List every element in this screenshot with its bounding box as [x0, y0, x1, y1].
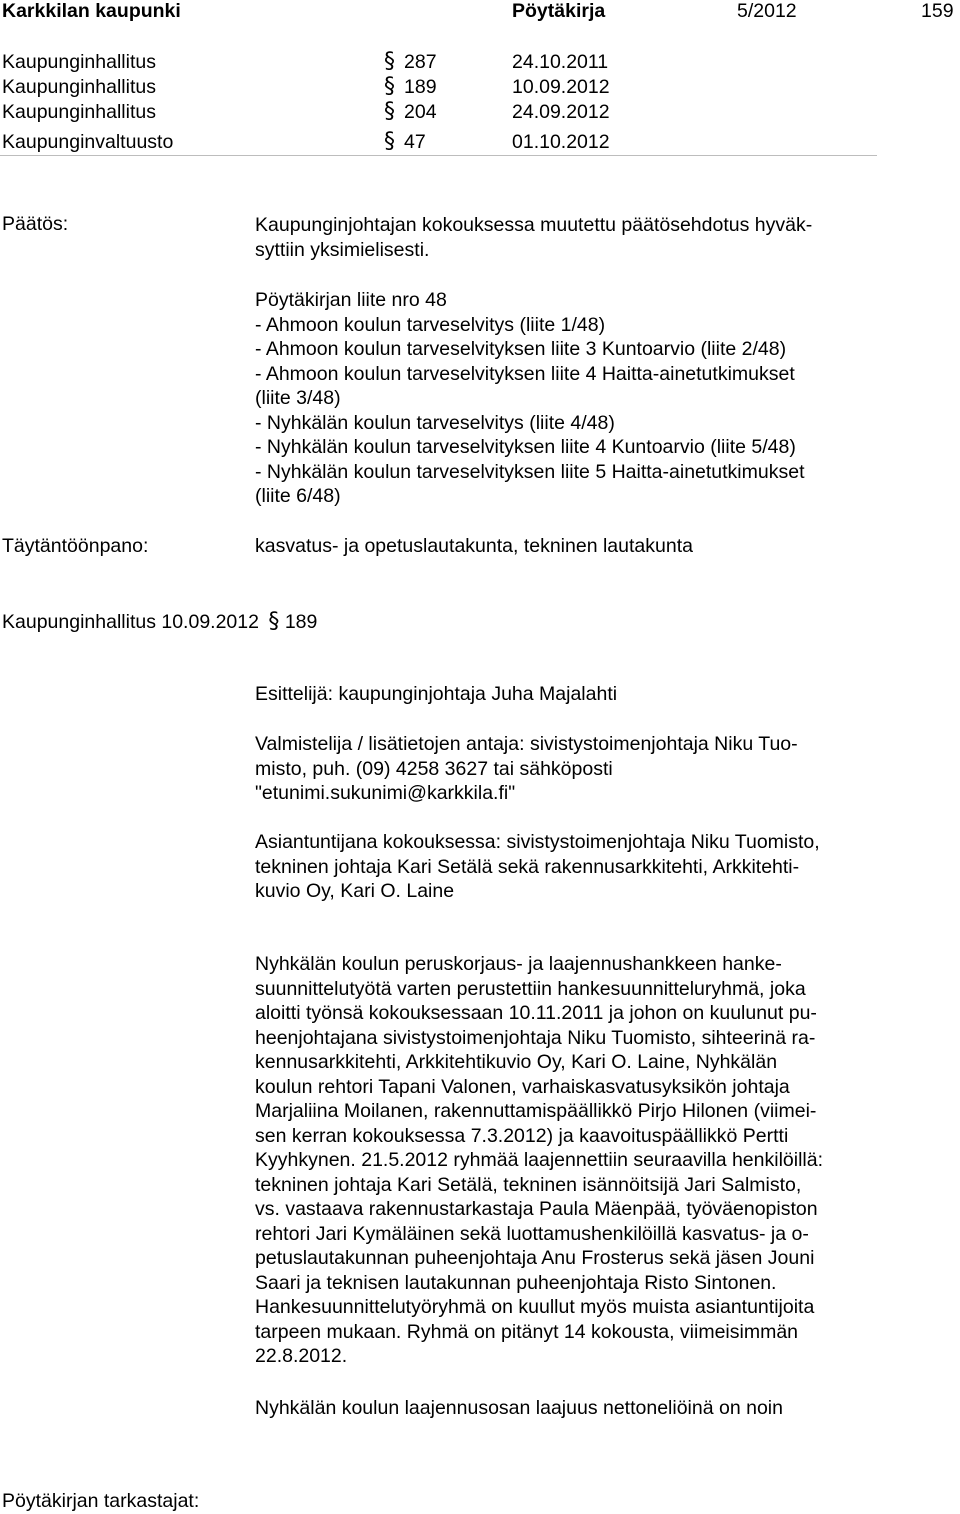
preparer: [255, 732, 895, 806]
text-line: "etunimi.sukunimi@karkkila.fi": [255, 782, 516, 804]
text-line: Asiantuntijana kokouksessa: sivistystoimenjohtaja Niku Tuomisto,: [255, 831, 820, 853]
text-line: Valmistelija / lisätietojen antaja: sivistystoimenjohtaja Niku Tuo-: [255, 733, 798, 755]
section-sign: §: [384, 129, 395, 154]
text-line: Marjaliina Moilanen, rakennuttamispäällikkö Pirjo Hilonen (viimei-: [255, 1100, 817, 1122]
text-line: rehtori Jari Kymäläinen sekä luottamushenkilöillä kasvatus- ja o-: [255, 1222, 809, 1245]
presenter: Esittelijä: kaupunginjohtaja Juha Majalahti: [255, 683, 618, 705]
history-date: 24.09.2012: [512, 101, 610, 123]
history-number: 189: [404, 76, 437, 98]
history-body: Kaupunginhallitus: [2, 76, 156, 98]
decision-text: [255, 213, 895, 262]
history-date: 01.10.2012: [512, 131, 610, 153]
text-line: sen kerran kokouksessa 7.3.2012) ja kaavoituspäällikkö Pertti: [255, 1124, 789, 1147]
text-line: suunnittelutyötä varten perustettiin hankesuunnitteluryhmä, joka: [255, 977, 806, 1000]
text-line: vs. vastaava rakennustarkastaja Paula Mäenpää, työväenopiston: [255, 1198, 818, 1220]
text-line: kennusarkkitehti, Arkkitehtikuvio Oy, Kari O. Laine, Nyhkälän: [255, 1051, 778, 1073]
header-org: Karkkilan kaupunki: [2, 0, 181, 22]
history-number: 204: [404, 101, 437, 123]
text-line: kuvio Oy, Kari O. Laine: [255, 880, 455, 902]
decision-label: Päätös:: [2, 213, 69, 235]
text-line: Nyhkälän koulun peruskorjaus- ja laajennushankkeen hanke-: [255, 953, 782, 975]
attachment-line: - Nyhkälän koulun tarveselvitys (liite 4/48): [255, 411, 615, 434]
body-paragraph: [255, 952, 895, 1369]
history-body: Kaupunginhallitus: [2, 101, 156, 123]
section-heading: [2, 609, 317, 634]
history-date: 24.10.2011: [512, 51, 609, 73]
last-paragraph: Nyhkälän koulun laajennusosan laajuus nettoneliöinä on noin: [255, 1397, 783, 1419]
section-heading-text: Kaupunginhallitus 10.09.2012: [2, 611, 259, 633]
text-line: petuslautakunnan puheenjohtaja Anu Frosterus sekä jäsen Jouni: [255, 1247, 815, 1269]
section-sign: §: [384, 74, 395, 99]
text-line: heenjohtajana sivistystoimenjohtaja Niku Tuomisto, sihteerinä ra-: [255, 1026, 816, 1049]
text-line: Kaupunginjohtajan kokouksessa muutettu päätösehdotus hyväk-: [255, 214, 813, 236]
history-body: Kaupunginhallitus: [2, 51, 156, 73]
text-line: tarpeen mukaan. Ryhmä on pitänyt 14 kokousta, viimeisimmän: [255, 1320, 799, 1343]
history-number: 47: [404, 131, 426, 153]
history-date: 10.09.2012: [512, 76, 610, 98]
history-number: 287: [404, 51, 437, 73]
experts: [255, 830, 895, 904]
text-line: Kyyhkynen. 21.5.2012 ryhmää laajennettiin seuraavilla henkilöillä:: [255, 1149, 824, 1171]
attachment-line: - Ahmoon koulun tarveselvityksen liite 3 Kuntoarvio (liite 2/48): [255, 338, 787, 360]
implementation-label: Täytäntöönpano:: [2, 535, 149, 557]
implementation-text: kasvatus- ja opetuslautakunta, tekninen lautakunta: [255, 535, 693, 557]
text-line: koulun rehtori Tapani Valonen, varhaiskasvatusyksikön johtaja: [255, 1075, 790, 1098]
text-line: Saari ja teknisen lautakunnan puheenjohtaja Risto Sintonen.: [255, 1271, 777, 1294]
attachment-line: - Nyhkälän koulun tarveselvityksen liite 4 Kuntoarvio (liite 5/48): [255, 436, 796, 458]
header-issue: 5/2012: [737, 0, 797, 22]
section-sign: §: [268, 609, 280, 634]
attachment-line: Pöytäkirjan liite nro 48: [255, 289, 447, 311]
attachment-line: (liite 6/48): [255, 485, 341, 507]
attachment-line: (liite 3/48): [255, 387, 341, 409]
footer-label: Pöytäkirjan tarkastajat:: [2, 1490, 200, 1512]
attachment-line: - Nyhkälän koulun tarveselvityksen liite 5 Haitta-ainetutkimukset: [255, 460, 805, 483]
history-body: Kaupunginvaltuusto: [2, 131, 174, 153]
text-line: aloitti työnsä kokouksessaan 10.11.2011 ja johon on kuulunut pu-: [255, 1002, 817, 1024]
attachments-list: [255, 288, 895, 509]
section-heading-number: 189: [284, 611, 318, 633]
text-line: Hankesuunnittelutyöryhmä on kuullut myös muista asiantuntijoita: [255, 1296, 815, 1318]
divider: [0, 155, 877, 156]
attachment-line: - Ahmoon koulun tarveselvitys (liite 1/48): [255, 313, 606, 336]
text-line: tekninen johtaja Kari Setälä sekä rakennusarkkitehti, Arkkitehti-: [255, 855, 800, 878]
text-line: tekninen johtaja Kari Setälä, tekninen isännöitsijä Jari Salmisto,: [255, 1173, 802, 1196]
text-line: syttiin yksimielisesti.: [255, 238, 430, 261]
section-sign: §: [384, 99, 395, 124]
text-line: 22.8.2012.: [255, 1345, 348, 1367]
section-sign: §: [384, 49, 395, 74]
text-line: misto, puh. (09) 4258 3627 tai sähköposti: [255, 757, 613, 780]
header-doc-type: Pöytäkirja: [512, 0, 606, 22]
attachment-line: - Ahmoon koulun tarveselvityksen liite 4 Haitta-ainetutkimukset: [255, 362, 795, 385]
page-number: 159: [921, 0, 954, 22]
